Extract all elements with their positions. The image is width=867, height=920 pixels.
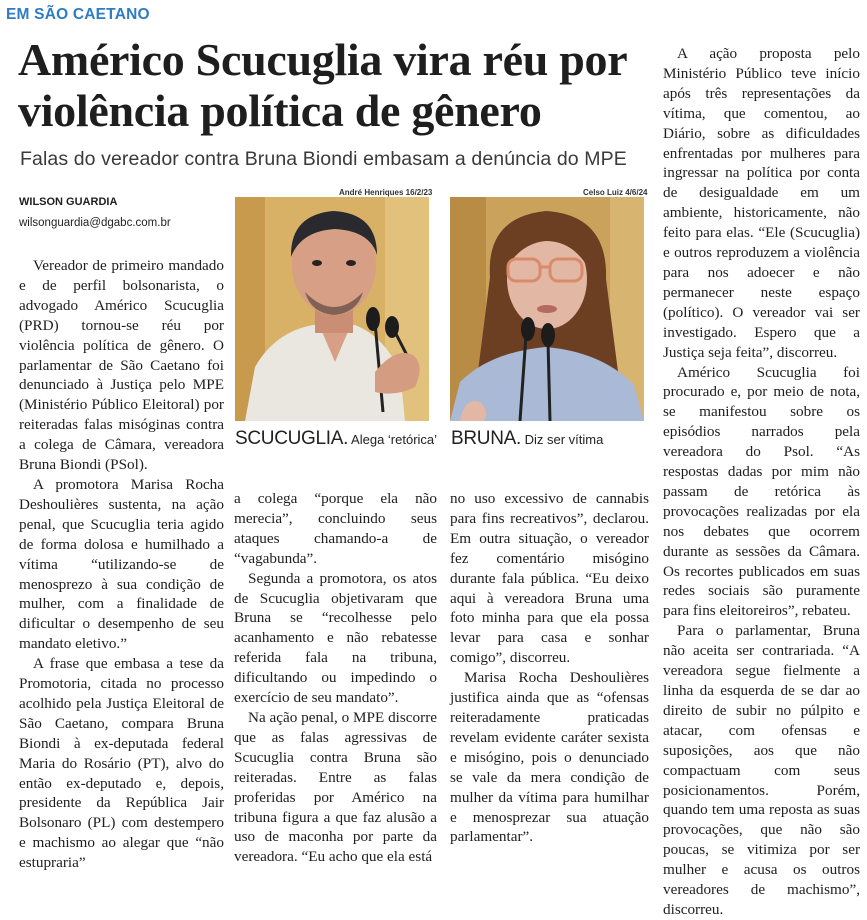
section-label: EM SÃO CAETANO [6, 6, 150, 23]
headline-line-1: Américo Scucuglia vira réu por [18, 34, 628, 85]
paragraph: no uso excessivo de cannabis para fins recreativos”, declarou. Em outra situação, o vereador fez comentário misógino durante fala pública. “Eu deixo aqui à vereadora Bruna uma foto minha para que ela possa levar para casa e sonhar comigo”, discorreu. [450, 490, 649, 667]
byline-email: wilsonguardia@dgabc.com.br [19, 217, 171, 229]
caption-text: Diz ser vítima [524, 432, 604, 447]
article-column-4 [663, 44, 860, 920]
article-column-2 [234, 489, 437, 867]
paragraph: A ação proposta pelo Ministério Público teve início após três representações da vítima, que comentou, ao Diário, sobre as dificuldades enfrentadas por mulheres para ingressar na política por conta de desigualdade em um ambiente, historicamente, não feito para elas. “Ele (Scucuglia) e outros reproduzem a violência para nos adoecer e não permanecer neste espaço (político). O vereador vai ser investigado. Espero que a Justiça seja feita”, discorreu. [663, 45, 860, 361]
subheadline: Falas do vereador contra Bruna Biondi embasam a denúncia do MPE [20, 148, 627, 170]
paragraph: a colega “porque ela não merecia”, concluindo seus ataques chamando-a de “vagabunda”. [234, 490, 437, 567]
paragraph: A promotora Marisa Rocha Deshoulières sustenta, na ação penal, que Scucuglia teria agido de forma dolosa e humilhado a vítima “utilizando-se de menosprezo à sua condição de mulher, com a finalidade de dificultar o desempenho de seu mandato eletivo.” [19, 475, 224, 653]
byline-author: WILSON GUARDIA [19, 196, 118, 208]
caption-text: Alega ‘retórica’ [351, 432, 438, 447]
photo-caption-scucuglia [235, 428, 437, 450]
article-column-1 [19, 256, 224, 873]
portrait-man-image [235, 197, 429, 421]
photo-credit: André Henriques 16/2/23 [339, 188, 433, 197]
portrait-woman-image [450, 197, 644, 421]
paragraph: A frase que embasa a tese da Promotoria, citada no processo acolhido pela Justiça Eleitoral de São Caetano, compara Bruna Biondi à ex-deputada federal Maria do Rosário (PT), alvo do então ex-deputado e, depois, presidente da República Jair Bolsonaro (PL) com destempero e machismo ao alegar que “não estupraria” [19, 655, 224, 872]
photo-scucuglia [235, 197, 429, 421]
paragraph: Para o parlamentar, Bruna não aceita ser contrariada. “A vereadora segue fielmente a linha da esquerda de se dar ao direito de subir no púlpito e atacar, com ofensas e suposições, aos que não compactuam com seus posicionamentos. Porém, quando tem uma reposta as suas provocações, que não são poucas, se vitimiza por ser mulher e acusa os outros vereadores de machismo”, discorreu. [663, 622, 860, 918]
photo-credit: Celso Luiz 4/6/24 [583, 188, 648, 197]
paragraph: Na ação penal, o MPE discorre que as falas agressivas de Scucuglia contra Bruna são reiteradas. Entre as falas proferidas por Américo na tribuna figura a que faz alusão a uso de maconha por parte da vereadora. “Eu acho que ela está [234, 708, 437, 866]
paragraph: Vereador de primeiro mandado e de perfil bolsonarista, o advogado Américo Scucuglia (PRD) tornou-se réu por violência política de gênero. O parlamentar de São Caetano foi denunciado à Justiça pelo MPE (Ministério Público Eleitoral) por reiteradas falas misóginas contra a colega de Câmara, vereadora Bruna Biondi (PSol). [19, 257, 224, 474]
headline [18, 34, 658, 136]
caption-name: BRUNA. [451, 428, 521, 449]
caption-name: SCUCUGLIA. [235, 428, 349, 449]
photo-bruna [450, 197, 644, 421]
paragraph: Américo Scucuglia foi procurado e, por meio de nota, se manifestou sobre os episódios narrados pela vereadora do Psol. “As respostas dadas por mim não passam de retórica às provocações realizadas por ela nos debates que ocorrem durante as sessões da Câmara. Os recortes publicados em suas redes sociais são puramente para fins eleitoreiros”, rebateu. [663, 363, 860, 620]
headline-line-2: violência política de gênero [18, 85, 542, 136]
paragraph: Marisa Rocha Deshoulières justifica ainda que as “ofensas reiteradamente praticadas revelam evidente caráter sexista e misógino, pois o denunciado se vale da mera condição de mulher da vítima para humilhar e menosprezar sua atuação parlamentar”. [450, 669, 649, 846]
photo-caption-bruna [451, 428, 603, 450]
paragraph: Segunda a promotora, os atos de Scucuglia objetivaram que Bruna se “recolhesse pelo acanhamento e não rebatesse referida fala na tribuna, dificultando ou impedindo o exercício de seu mandato”. [234, 569, 437, 707]
article-column-3 [450, 489, 649, 847]
